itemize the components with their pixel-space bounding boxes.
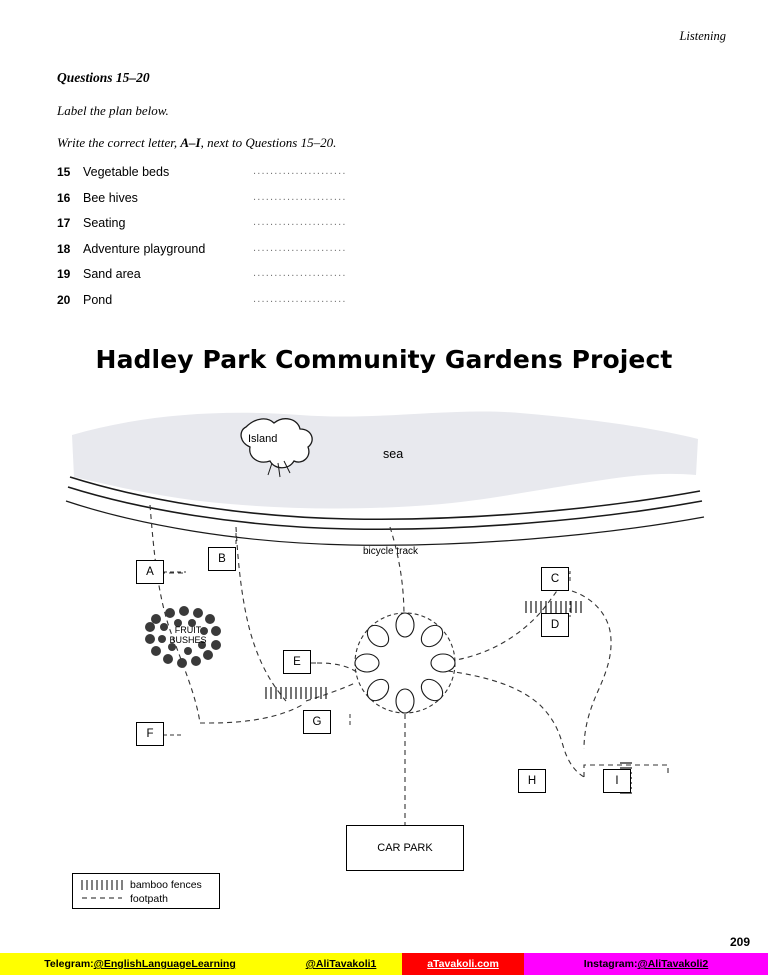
footer-segment-site[interactable] — [402, 953, 524, 975]
pod — [363, 675, 393, 705]
footpath-west — [150, 505, 200, 723]
question-label: Sand area — [83, 267, 141, 281]
question-row — [57, 216, 487, 242]
fruit-bushes-line2: BUSHES — [169, 635, 207, 645]
legend-footpath-label: footpath — [130, 893, 168, 905]
answer-blank[interactable]: ...................... — [253, 292, 347, 305]
instruction2-letters: A–I — [180, 135, 201, 150]
instruction2-pre: Write the correct letter, — [57, 135, 181, 150]
pod — [417, 675, 447, 705]
legend-bamboo-symbol — [82, 880, 122, 890]
plan-map — [50, 405, 720, 915]
question-number: 19 — [57, 267, 71, 281]
instruction2-post: , next to Questions 15–20. — [200, 135, 337, 150]
footer-telegram-link[interactable]: @EnglishLanguageLearning — [93, 958, 236, 970]
answer-blank[interactable]: ...................... — [253, 241, 347, 254]
questions-heading: Questions 15–20 — [57, 70, 150, 85]
bamboo-fence-c — [526, 601, 581, 613]
page-number: 209 — [729, 935, 750, 949]
map-box-i[interactable]: I — [603, 769, 631, 793]
map-box-d[interactable]: D — [541, 613, 569, 637]
question-row — [57, 191, 487, 217]
footpath-h-link — [448, 671, 584, 777]
car-park-box[interactable]: CAR PARK — [346, 825, 464, 871]
map-box-b[interactable]: B — [208, 547, 236, 571]
question-label: Pond — [83, 292, 113, 307]
map-box-a[interactable]: A — [136, 560, 164, 584]
question-number: 17 — [57, 216, 71, 230]
fruit-bushes-label — [160, 625, 216, 645]
footpath-b-down — [236, 527, 286, 701]
questions-instruction-1: Label the plan below. — [57, 103, 169, 118]
footer-ali1-link[interactable]: @AliTavakoli1 — [305, 958, 377, 970]
map-box-f[interactable]: F — [136, 722, 164, 746]
question-label: Bee hives — [83, 190, 138, 205]
footer-bar — [0, 953, 768, 975]
questions-block — [57, 70, 487, 318]
question-number: 20 — [57, 292, 71, 307]
question-row — [57, 293, 487, 319]
questions-instruction-2 — [57, 135, 487, 151]
map-box-c[interactable]: C — [541, 567, 569, 591]
legend — [72, 873, 220, 909]
footer-instagram-text: Instagram: — [583, 958, 638, 970]
footer-telegram-text: Telegram: — [44, 958, 94, 970]
question-label: Adventure playground — [83, 241, 206, 256]
footpath-right-loop — [572, 591, 611, 749]
legend-bamboo-label: bamboo fences — [130, 879, 202, 891]
pod — [355, 654, 379, 672]
map-box-h[interactable]: H — [518, 769, 546, 793]
sea-label: sea — [383, 447, 404, 461]
answer-blank[interactable]: ...................... — [253, 190, 347, 203]
map-box-g[interactable]: G — [303, 710, 331, 734]
footer-segment-instagram[interactable] — [524, 953, 768, 975]
footpath-f-link — [200, 705, 302, 723]
question-number: 15 — [57, 165, 71, 179]
answer-blank[interactable]: ...................... — [253, 216, 347, 228]
island-label: Island — [248, 433, 278, 445]
question-label: Vegetable beds — [83, 165, 170, 179]
bicycle-track-label: bicycle track — [363, 546, 419, 557]
question-row — [57, 165, 487, 191]
pod — [396, 689, 414, 713]
pod — [363, 621, 393, 651]
footpath-centre-top — [390, 527, 404, 617]
bicycle-track-line — [66, 501, 704, 545]
running-head: Listening — [679, 29, 726, 43]
footer-segment-ali1[interactable] — [280, 953, 402, 975]
question-label: Seating — [83, 216, 126, 230]
question-number: 18 — [57, 241, 71, 256]
map-box-e[interactable]: E — [283, 650, 311, 674]
footpath-g-link — [306, 683, 355, 701]
pod — [396, 613, 414, 637]
fruit-bushes-line1: FRUIT — [174, 625, 202, 635]
plan-title: Hadley Park Community Gardens Project — [95, 345, 673, 374]
pod — [417, 621, 447, 651]
question-number: 16 — [57, 190, 71, 205]
question-row — [57, 242, 487, 268]
footer-segment-telegram[interactable] — [0, 953, 280, 975]
answer-blank[interactable]: ...................... — [253, 267, 347, 279]
pod — [431, 654, 455, 672]
circular-area-pods — [355, 613, 455, 713]
footer-instagram-link[interactable]: @AliTavakoli2 — [637, 958, 709, 970]
answer-blank[interactable]: ...................... — [253, 165, 347, 177]
footer-site-link[interactable]: aTavakoli.com — [427, 958, 499, 970]
question-row — [57, 267, 487, 293]
